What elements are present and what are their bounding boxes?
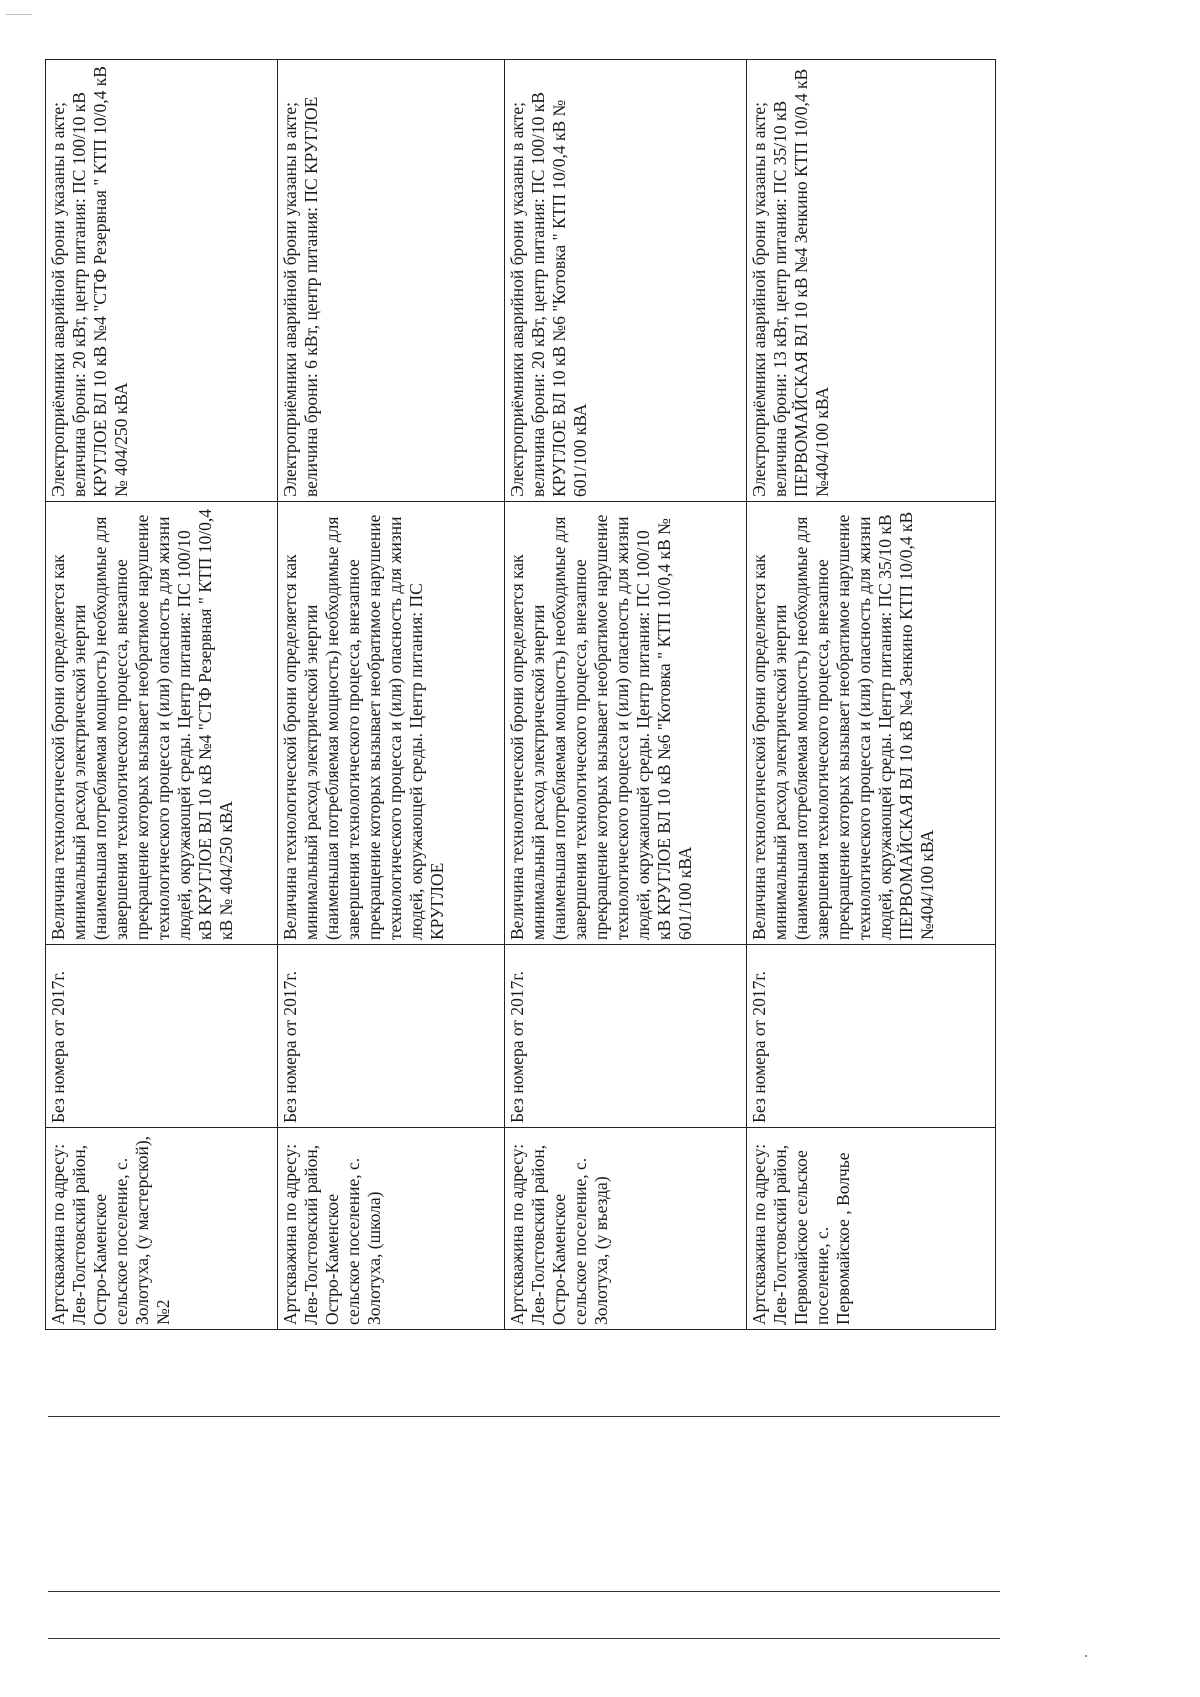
table-row: [46, 60, 278, 1330]
cell-address: Артскважина по адресу: Лев-Толстовский район, Остро-Каменское сельское поселение, с. Золотуха, (школа): [278, 1128, 505, 1330]
cell-document: Без номера от 2017г.: [505, 945, 747, 1128]
signature-line: [48, 1591, 1000, 1592]
table-row: [505, 60, 747, 1330]
cell-document: Без номера от 2017г.: [278, 945, 505, 1128]
cell-tech-reserve: Величина технологической брони определяется как минимальный расход электрической энергии (наименьшая потребляемая мощность) необходимые для завершения технологического процесса, внезапное прекращение которых вызывает необратимое нарушение технологического процесса и (или) опасность для жизни людей, окружающей среды. Центр питания: ПС 35/10 кВ ПЕРВОМАЙСКАЯ ВЛ 10 кВ №4 Зенкино КТП 10/0,4 кВ №404/100 кВА: [747, 502, 996, 945]
signature-line: [48, 1416, 1000, 1417]
cell-tech-reserve: Величина технологической брони определяется как минимальный расход электрической энергии (наименьшая потребляемая мощность) необходимые для завершения технологического процесса, внезапное прекращение которых вызывает необратимое нарушение технологического процесса и (или) опасность для жизни людей, окружающей среды. Центр питания: ПС 100/10 кВ КРУГЛОЕ ВЛ 10 кВ №6 "Котовка " КТП 10/0,4 кВ № 601/100 кВА: [505, 502, 747, 945]
cell-emergency-reserve: Электроприёмники аварийной брони указаны в акте; величина брони: 13 кВт, центр питания: ПС 35/10 кВ ПЕРВОМАЙСКАЯ ВЛ 10 кВ №4 Зенкино КТП 10/0,4 кВ №404/100 кВА: [747, 60, 996, 502]
scan-speck: [1085, 1655, 1087, 1657]
cell-document: Без номера от 2017г.: [46, 945, 278, 1128]
rotated-table-wrapper: [45, 60, 995, 1330]
cell-address: Артскважина по адресу: Лев-Толстовский район, Остро-Каменское сельское поселение, с. Золотуха, (у мастерской), №2: [46, 1128, 278, 1330]
cell-emergency-reserve: Электроприёмники аварийной брони указаны в акте; величина брони: 6 кВт, центр питания: ПС КРУГЛОЕ: [278, 60, 505, 502]
cell-address: Артскважина по адресу: Лев-Толстовский район, Остро-Каменское сельское поселение, с. Золотуха, (у въезда): [505, 1128, 747, 1330]
cell-emergency-reserve: Электроприёмники аварийной брони указаны в акте; величина брони: 20 кВт, центр питания: ПС 100/10 кВ КРУГЛОЕ ВЛ 10 кВ №4 "СТФ Резервная " КТП 10/0,4 кВ № 404/250 кВА: [46, 60, 278, 502]
table-row: [747, 60, 996, 1330]
reserve-table: [45, 59, 996, 1330]
cell-document: Без номера от 2017г.: [747, 945, 996, 1128]
cell-tech-reserve: Величина технологической брони определяется как минимальный расход электрической энергии (наименьшая потребляемая мощность) необходимые для завершения технологического процесса, внезапное прекращение которых вызывает необратимое нарушение технологического процесса и (или) опасность для жизни людей, окружающей среды. Центр питания: ПС 100/10 кВ КРУГЛОЕ ВЛ 10 кВ №4 "СТФ Резервная " КТП 10/0,4 кВ № 404/250 кВА: [46, 502, 278, 945]
cell-emergency-reserve: Электроприёмники аварийной брони указаны в акте; величина брони: 20 кВт, центр питания: ПС 100/10 кВ КРУГЛОЕ ВЛ 10 кВ №6 "Котовка " КТП 10/0,4 кВ № 601/100 кВА: [505, 60, 747, 502]
signature-line: [48, 1638, 1000, 1639]
table-row: [278, 60, 505, 1330]
cell-tech-reserve: Величина технологической брони определяется как минимальный расход электрической энергии (наименьшая потребляемая мощность) необходимые для завершения технологического процесса, внезапное прекращение которых вызывает необратимое нарушение технологического процесса и (или) опасность для жизни людей, окружающей среды. Центр питания: ПС КРУГЛОЕ: [278, 502, 505, 945]
scan-speck: [6, 14, 32, 15]
cell-address: Артскважина по адресу: Лев-Толстовский район, Первомайское сельское поселение, с. Первомайское , Волчье: [747, 1128, 996, 1330]
